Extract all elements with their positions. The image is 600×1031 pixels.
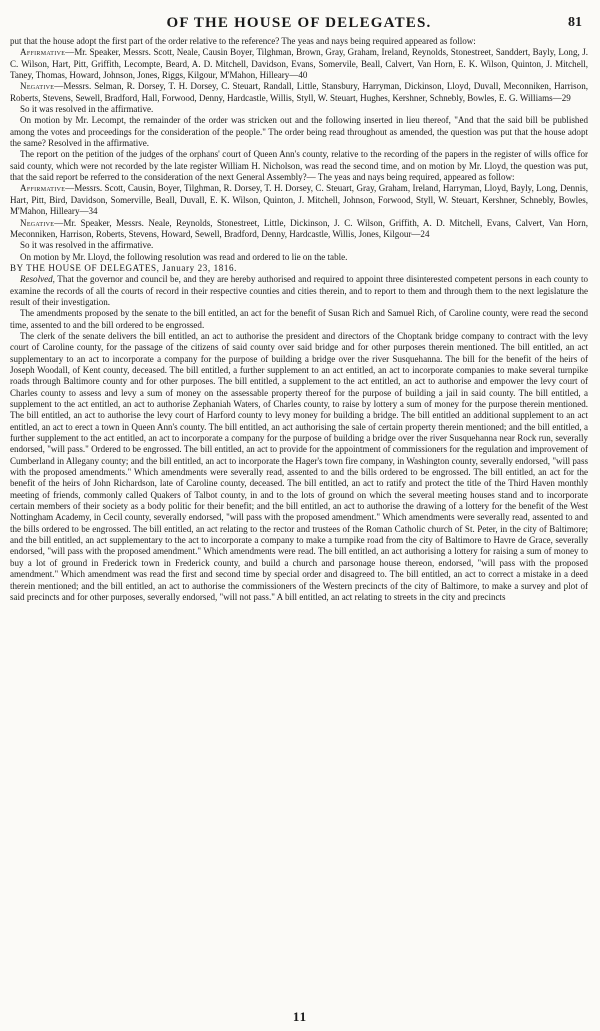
vote-label: Negative <box>20 81 55 92</box>
vote-names: —Messrs. Selman, R. Dorsey, T. H. Dorsey, C. Steuart, Randall, Little, Stansbury, Harryman, Dickinson, Lloyd, Duvall, Meconniken, Harrison, Roberts, Stevens, Sewell, Bradford, Hall, Forwood, Denny, Hardcastle, Willis, Styll, W. Steuart, Hughes, Kershner, Schnebly, Bowles, E. G. Williams—29 <box>10 81 588 103</box>
paragraph: On motion by Mr. Lloyd, the following resolution was read and ordered to lie on the table. <box>20 251 348 262</box>
resolved-label: Resolved, <box>20 274 55 285</box>
page-number: 81 <box>568 15 582 30</box>
vote-names: —Mr. Speaker, Messrs. Neale, Reynolds, Stonestreet, Little, Dickinson, J. C. Wilson, Griffith, A. D. Mitchell, Evans, Calvert, Van Horn, Meconniken, Harrison, Roberts, Stevens, Howard, Sewell, Bradford, Denny, Hardcastle, Willis, Jones, Kilgour—24 <box>10 217 588 239</box>
paragraph: The clerk of the senate delivers the bill entitled, an act to authorise the president and directors of the Choptank bridge company to contract with the levy court of Caroline county, for the passage of the citizens of said county over said bridge and for other purposes therein mentioned. The bill entitled, an act supplementary to an act to incorporate a company for the purpose of building a bridge over the river Susquehanna. The bill for the benefit of the heirs of Joseph Woodall, of Kent county, deceased. The bill entitled, a further supplement to an act entitled, an act to incorporate companies to make several turnpike roads through Baltimore county and for other purposes. The bill entitled, a supplement to the act entitled, an act to authorise and empower the levy court of Charles county to assess and levy a sum of money on the assessable property thereof for the purpose of building a jail in said county. The bill entitled, a supplement to the act entitled, an act to authorise Zephaniah Waters, of Charles county, to raise by lottery a sum of money for the purpose therein mentioned. The bill entitled, an act to authorise the levy court of Harford county to levy money for building a bridge. The bill entitled an additional supplement to an act entitled, an act to erect a town in Queen Ann's county. The bill entitled, an act authorising the sale of certain property therein mentioned; and the bill entitled, a further supplement to the act entitled, an act to incorporate a company for the purpose of building a bridge over the river Susquehanna near Rock run, severally endorsed, "will pass." Ordered to be engrossed. The bill entitled, an act to provide for the appointment of commissioners for the regulation and improvement of Cumberland in Allegany county; and the bill entitled, an act to incorporate the Hager's town fire company, in Washington county, severally endorsed, "will pass with the proposed amendments." Which amendments were severally read, assented to and the bills ordered to be engrossed. The bill entitled, an act for the benefit of the heirs of John Richardson, late of Caroline county, deceased. The bill entitled, an act to ratify and protect the title of the Third Haven monthly meeting of friends, commonly called Quakers of Talbot county, in and to the lots of ground on which the several meeting houses stand and to incorporate certain members of their society as a body politic for their benefit; and the bill entitled, an act to authorise the drawing of a lottery for the benefit of the West Nottingham Academy, in Cecil county, severally endorsed, "will pass with the proposed amendment." Which amendments were severally read, assented to and the bills ordered to be engrossed. The bill entitled, an act relating to the rector and trustees of the Roman Catholic church of St. Peter, in the city of Baltimore; and the bill entitled, an act supplementary to the act to incorporate a company to make a turnpike road from the city of Baltimore to Havre de Grace, severally endorsed, "will pass with the proposed amendment." Which amendments were read. The bill entitled, an act authorising a lottery for raising a sum of money to buy a lot of ground in Frederick town in Frederick county, and build a church and parsonage house thereon, endorsed, "will pass with the proposed amendment." Which amendment was read the first and second time by special order and disagreed to. The bill entitled, an act to correct a mistake in a deed therein mentioned; and the bill entitled, an act to authorise the commissioners of the Western precincts of the city of Baltimore, to make a survey and plot of said precincts and for other purposes, severally endorsed, "will not pass." A bill entitled, an act relating to streets in the city and precincts <box>10 330 588 602</box>
page-header <box>10 10 588 36</box>
paragraph: So it was resolved in the affirmative. <box>20 104 154 115</box>
document-body <box>10 36 588 603</box>
paragraph: put that the house adopt the first part of the order relative to the reference? The yeas and nays being required appeared as follow: <box>10 36 476 46</box>
paragraph: So it was resolved in the affirmative. <box>20 240 154 251</box>
vote-label: Negative <box>20 217 55 228</box>
paragraph: The amendments proposed by the senate to the bill entitled, an act for the benefit of Susan Rich and Samuel Rich, of Caroline county, were read the second time, assented to and the bill ordered to be engrossed. <box>10 308 588 330</box>
vote-label: Affirmative <box>20 47 66 58</box>
vote-negative <box>10 81 588 104</box>
paragraph: On motion by Mr. Lecompt, the remainder of the order was stricken out and the following inserted in lieu thereof, "And that the said bill be published among the votes and proceedings for the consideration of the people." The order being read throughout as amended, the question was put that the house adopt the same? Resolved in the affirmative. <box>10 115 588 149</box>
vote-affirmative <box>10 47 588 81</box>
vote-label: Affirmative <box>20 183 66 194</box>
resolution <box>10 274 588 308</box>
resolution-text: That the governor and council be, and they are hereby authorised and required to appoint three disinterested competent persons in each county to examine the records of all the courts of record in their respective counties and cities therein, and to report to them and through them to the next legislature the result of their investigation. <box>10 274 588 307</box>
paragraph: The report on the petition of the judges of the orphans' court of Queen Ann's county, relative to the recording of the papers in the register of wills office for said county, which were not recorded by the late register William H. Nicholson, was read the second time, and on motion by Mr. Lloyd, the question was put, that the said report be referred to the consideration of the next General Assembly?— The yeas and nays being required, appeared as follow: <box>10 149 588 183</box>
vote-names: —Mr. Speaker, Messrs. Scott, Neale, Causin Boyer, Tilghman, Brown, Gray, Graham, Ireland, Reynolds, Stonestreet, Sanddert, Bayly, Long, J. C. Wilson, Hart, Pitt, Griffith, Lecompte, Beard, A. D. Mitchell, Davidson, Evans, Somervile, Beall, Calvert, Van Horn, E. K. Wilson, Quinton, J. Mitchell, Taney, Thomas, Howard, Johnson, Jones, Riggs, Kilgour, M'Mahon, Hilleary—40 <box>10 47 588 81</box>
signature-mark: 11 <box>292 1009 308 1024</box>
vote-names: —Messrs. Scott, Causin, Boyer, Tilghman, R. Dorsey, T. H. Dorsey, C. Steuart, Gray, Graham, Ireland, Harryman, Lloyd, Bayly, Long, Dennis, Hart, Pitt, Bird, Davidson, Somerville, Beall, Duvall, E. K. Wilson, Quinton, J. Mitchell, Johnson, Forwood, Styll, W. Steuart, Kershner, Schnebly, Bowles, M'Mahon, Hilleary—34 <box>10 183 588 217</box>
vote-negative <box>10 218 588 241</box>
section-heading: BY THE HOUSE OF DELEGATES, January 23, 1816. <box>10 262 237 273</box>
running-head: OF THE HOUSE OF DELEGATES. <box>166 15 432 31</box>
vote-affirmative <box>10 183 588 217</box>
